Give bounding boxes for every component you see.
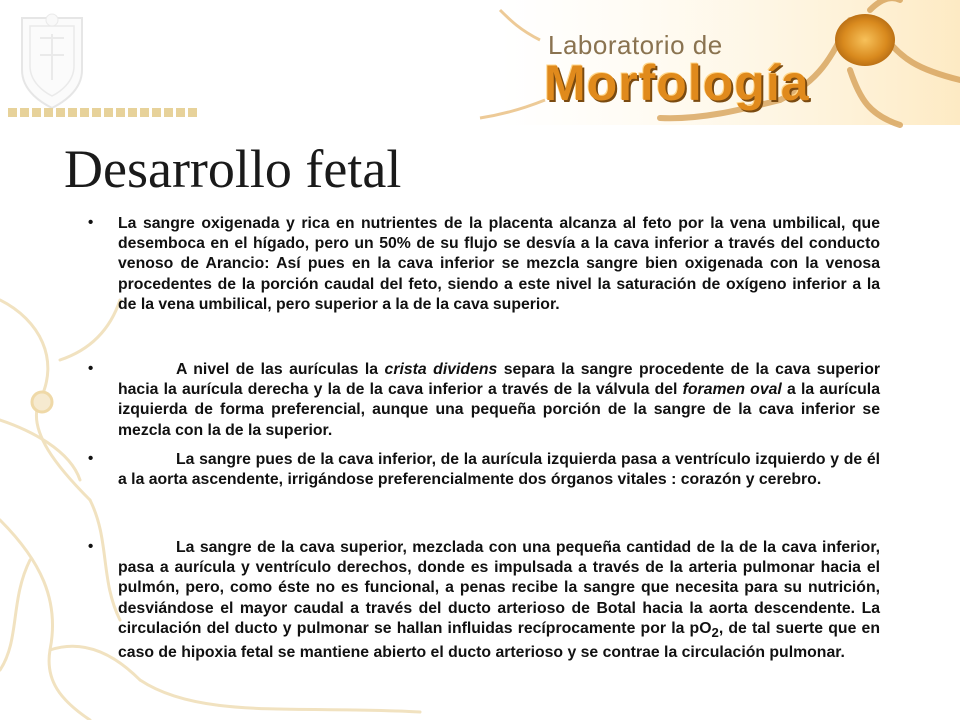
paragraph-2-text-a: A nivel de las aurículas la (176, 361, 385, 378)
paragraph-1-text: La sangre oxigenada y rica en nutrientes de la placenta alcanza al feto por la vena umbilical, que desemboca en el hígado, pero un 50% de su flujo se desvía a la cava inferior a través del conducto venoso de Arancio: Así pues en la cava inferior se mezcla sangre bien oxigenada con la venosa procedentes de la porción caudal del feto, siendo a este nivel la saturación de oxígeno inferior a la de la vena umbilical, pero superior a la de la cava superior. (118, 215, 880, 313)
paragraph-2-text-e: a la aurícula izquierda de forma preferencial, aunque una pequeña porción de la sangre de la cava inferior se mezcla con la de la superior. (118, 381, 880, 439)
paragraph-2-text-c: separa la sangre procedente de la cava superior hacia la aurícula derecha y la de la cava inferior a través de la válvula del (118, 361, 880, 399)
slide-header (0, 0, 960, 130)
bullet-marker: • (88, 450, 94, 467)
paragraph-1 (118, 214, 880, 315)
decorative-squares (8, 108, 197, 117)
paragraph-2-term-crista: crista dividens (384, 361, 498, 378)
paragraph-4-text-a: La sangre de la cava superior, mezclada con una pequeña cantidad de la de la cava inferior, pasa a aurícula y ventrículo derechos, donde es impulsada a través de la arteria pulmonar hacia el pulmón, pero, como éste no es funcional, a penas recibe la sangre que necesita para su nutrición, desviándose el mayor caudal a través del ducto arterioso de Botal hacia la aorta descendente. La circulación del ducto y pulmonar se hallan influidas recíprocamente por la pO (118, 539, 880, 637)
paragraph-4-text-b: , de tal suerte que en caso de hipoxia fetal se mantiene abierto el ducto arterioso y se contrae la circulación pulmonar. (118, 619, 880, 662)
subscript-2: 2 (711, 624, 719, 640)
paragraph-3-text: La sangre pues de la cava inferior, de la aurícula izquierda pasa a ventrículo izquierdo y de él a la aorta ascendente, irrigándose preferencialmente dos órganos vitales : corazón y cerebro. (118, 451, 880, 489)
slide-title: Desarrollo fetal (64, 139, 402, 199)
paragraph-4 (118, 538, 880, 663)
bullet-marker: • (88, 214, 94, 231)
paragraph-2 (118, 360, 880, 441)
bullet-marker: • (88, 538, 94, 555)
logo-text-line1: Laboratorio de (548, 30, 723, 60)
paragraph-2-term-foramen: foramen oval (682, 381, 782, 399)
logo-text-line2: Morfología (544, 55, 810, 111)
paragraph-3 (118, 450, 880, 490)
bullet-marker: • (88, 360, 94, 377)
